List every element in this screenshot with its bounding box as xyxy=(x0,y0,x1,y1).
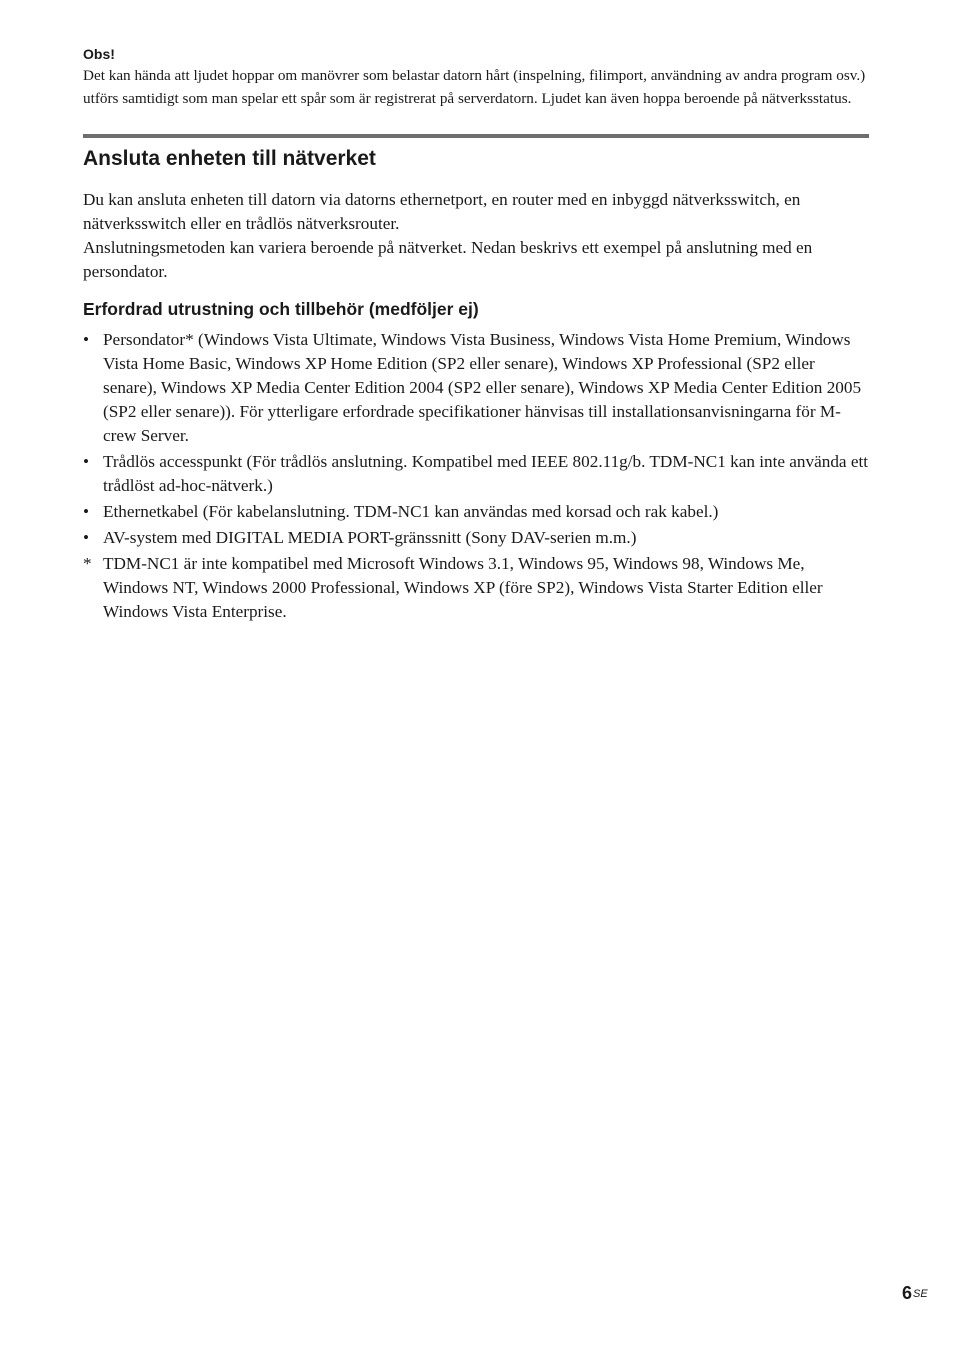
equipment-list xyxy=(83,328,869,624)
list-item-text: Persondator* (Windows Vista Ultimate, Windows Vista Business, Windows Vista Home Premium, Windows Vista Home Basic, Windows XP Home Edition (SP2 eller senare), Windows XP Professional (SP2 eller senare), Windows XP Media Center Edition 2004 (SP2 eller senare), Windows XP Media Center Edition 2005 (SP2 eller senare)). För ytterligare erfordrade specifikationer hänvisas till installationsanvisningarna för M-crew Server. xyxy=(103,330,862,445)
footnote-text: TDM-NC1 är inte kompatibel med Microsoft Windows 3.1, Windows 95, Windows 98, Windows Me, Windows NT, Windows 2000 Professional, Windows XP (före SP2), Windows Vista Starter Edition eller Windows Vista Enterprise. xyxy=(103,554,823,621)
subsection-title: Erfordrad utrustning och tillbehör (medföljer ej) xyxy=(83,299,479,319)
footnote-item xyxy=(83,552,869,624)
intro-paragraph-2: Anslutningsmetoden kan variera beroende på nätverket. Nedan beskrivs ett exempel på anslutning med en persondator. xyxy=(83,238,813,281)
list-item-text: Trådlös accesspunkt (För trådlös anslutning. Kompatibel med IEEE 802.11g/b. TDM-NC1 kan inte använda ett trådlöst ad-hoc-nätverk.) xyxy=(103,452,869,495)
bullet-marker: • xyxy=(83,452,90,471)
page-number-value: 6 xyxy=(902,1283,913,1303)
note-text: Det kan hända att ljudet hoppar om manövrer som belastar datorn hårt (inspelning, filimport, användning av andra program osv.) utförs samtidigt som man spelar ett spår som är registrerat på serverdatorn. Ljudet kan även hoppa beroende på nätverksstatus. xyxy=(83,67,866,107)
list-item-text: Ethernetkabel (För kabelanslutning. TDM-NC1 kan användas med korsad och rak kabel.) xyxy=(103,502,719,521)
footnote-marker: * xyxy=(83,554,92,573)
page-number-suffix: SE xyxy=(913,1288,928,1300)
intro-paragraph-1: Du kan ansluta enheten till datorn via datorns ethernetport, en router med en inbyggd nätverksswitch, en nätverksswitch eller en trådlös nätverksrouter. xyxy=(83,190,801,233)
list-item-text: AV-system med DIGITAL MEDIA PORT-gränssnitt (Sony DAV-serien m.m.) xyxy=(103,528,637,547)
section-divider xyxy=(83,134,869,138)
bullet-marker: • xyxy=(83,330,90,349)
note-title: Obs! xyxy=(83,46,115,62)
bullet-marker: • xyxy=(83,502,90,521)
document-page xyxy=(83,44,869,626)
section-title: Ansluta enheten till nätverket xyxy=(83,147,376,170)
page-number xyxy=(902,1281,928,1305)
list-item xyxy=(83,526,869,550)
list-item xyxy=(83,500,869,524)
list-item xyxy=(83,450,869,498)
list-item xyxy=(83,328,869,448)
bullet-marker: • xyxy=(83,528,90,547)
